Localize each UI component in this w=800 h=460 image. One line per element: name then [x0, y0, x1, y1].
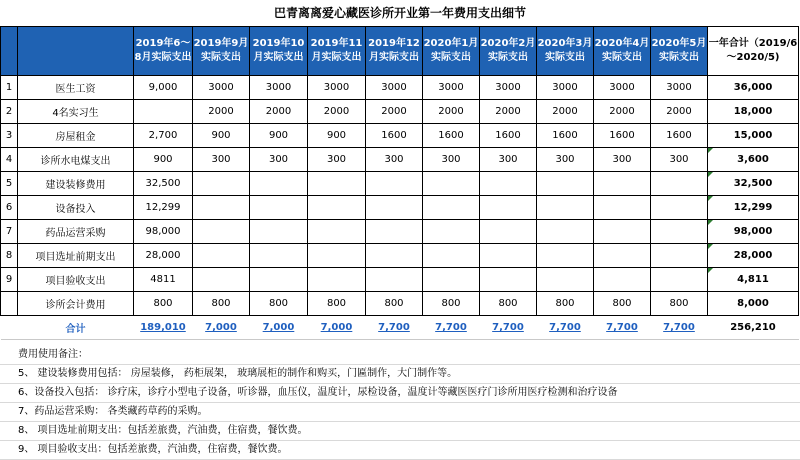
- sum-cell[interactable]: [308, 316, 366, 340]
- row-label[interactable]: 诊所会计费用: [18, 292, 134, 316]
- header-cell-total: 一年合计（2019/6～2020/5): [708, 27, 799, 76]
- header-cell: [18, 27, 134, 76]
- row-index[interactable]: [1, 292, 18, 316]
- cell[interactable]: [537, 244, 594, 268]
- cell[interactable]: [193, 172, 250, 196]
- row-label[interactable]: 房屋租金: [18, 124, 134, 148]
- cell[interactable]: 900: [134, 148, 193, 172]
- row-total[interactable]: 32,500: [708, 172, 799, 196]
- cell[interactable]: 800: [480, 292, 537, 316]
- cell[interactable]: 2000: [308, 100, 366, 124]
- cell[interactable]: [651, 172, 708, 196]
- header-cell: 2019年10月实际支出: [250, 27, 308, 76]
- cell[interactable]: 1600: [594, 124, 651, 148]
- sum-cell[interactable]: [594, 316, 651, 340]
- cell[interactable]: 2000: [423, 100, 480, 124]
- cell[interactable]: [366, 172, 423, 196]
- header-cell: 2020年1月实际支出: [423, 27, 480, 76]
- cell[interactable]: 28,000: [134, 244, 193, 268]
- cell[interactable]: 1600: [366, 124, 423, 148]
- row-total[interactable]: 15,000: [708, 124, 799, 148]
- cell[interactable]: [651, 244, 708, 268]
- header-cell: 2019年12月实际支出: [366, 27, 423, 76]
- cell[interactable]: [594, 268, 651, 292]
- cell[interactable]: 2000: [250, 100, 308, 124]
- sum-cell[interactable]: [134, 316, 193, 340]
- row-index[interactable]: 9: [1, 268, 18, 292]
- cell[interactable]: 2000: [651, 100, 708, 124]
- sum-value: 7,000: [262, 322, 295, 333]
- cell[interactable]: [651, 268, 708, 292]
- sum-total[interactable]: 256,210: [708, 316, 799, 340]
- row-label[interactable]: 医生工资: [18, 76, 134, 100]
- cell[interactable]: 2000: [193, 100, 250, 124]
- cell[interactable]: [537, 220, 594, 244]
- cell[interactable]: [193, 196, 250, 220]
- notes-section: [0, 346, 800, 460]
- cell[interactable]: 3000: [594, 76, 651, 100]
- cell[interactable]: [651, 196, 708, 220]
- table-row: [1, 172, 799, 196]
- sum-value: 189,010: [140, 322, 186, 333]
- cell[interactable]: 3000: [250, 76, 308, 100]
- row-index[interactable]: 2: [1, 100, 18, 124]
- cell[interactable]: 300: [651, 148, 708, 172]
- cell[interactable]: [250, 244, 308, 268]
- row-total[interactable]: 98,000: [708, 220, 799, 244]
- header-cell: 2019年6～8月实际支出: [134, 27, 193, 76]
- sum-value: 7,700: [435, 322, 467, 333]
- cell[interactable]: 2000: [594, 100, 651, 124]
- cell[interactable]: [651, 220, 708, 244]
- table-row: [1, 268, 799, 292]
- cell[interactable]: 800: [423, 292, 480, 316]
- note-line: 费用使用备注：: [0, 346, 800, 365]
- note-line: 9、 项目验收支出：包括差旅费，汽油费，住宿费，餐饮费。: [0, 441, 800, 460]
- table-row: [1, 76, 799, 100]
- sum-cell[interactable]: [423, 316, 480, 340]
- sum-value: 7,700: [549, 322, 581, 333]
- cell[interactable]: 2,700: [134, 124, 193, 148]
- cell[interactable]: 3000: [423, 76, 480, 100]
- cell[interactable]: 2000: [537, 100, 594, 124]
- row-label[interactable]: 项目选址前期支出: [18, 244, 134, 268]
- cell[interactable]: 300: [423, 148, 480, 172]
- table-row: [1, 148, 799, 172]
- sum-label[interactable]: 合计: [18, 316, 134, 340]
- row-total[interactable]: 12,299: [708, 196, 799, 220]
- cell[interactable]: 300: [537, 148, 594, 172]
- cell[interactable]: 300: [480, 148, 537, 172]
- note-line: 6、设备投入包括： 诊疗床，诊疗小型电子设备，听诊器，血压仪，温度计，尿检设备，温度计等藏医医疗门诊所用医疗检测和治疗设备: [0, 384, 800, 403]
- sum-value: 7,000: [320, 322, 353, 333]
- cell[interactable]: 3000: [308, 76, 366, 100]
- sum-value: 7,700: [663, 322, 695, 333]
- row-label[interactable]: 建设装修费用: [18, 172, 134, 196]
- sum-cell[interactable]: [250, 316, 308, 340]
- row-index[interactable]: 3: [1, 124, 18, 148]
- row-index[interactable]: 6: [1, 196, 18, 220]
- header-cell: 2020年2月实际支出: [480, 27, 537, 76]
- cell[interactable]: 3000: [193, 76, 250, 100]
- note-line: 7、药品运营采购： 各类藏药草药的采购。: [0, 403, 800, 422]
- row-total[interactable]: 28,000: [708, 244, 799, 268]
- cell[interactable]: 300: [193, 148, 250, 172]
- cell[interactable]: 300: [366, 148, 423, 172]
- cell[interactable]: 4811: [134, 268, 193, 292]
- cell[interactable]: [193, 220, 250, 244]
- cell[interactable]: [480, 268, 537, 292]
- sum-cell[interactable]: [480, 316, 537, 340]
- cell[interactable]: [366, 220, 423, 244]
- cell[interactable]: [366, 244, 423, 268]
- cell[interactable]: 800: [134, 292, 193, 316]
- cell[interactable]: 1600: [423, 124, 480, 148]
- row-index[interactable]: 5: [1, 172, 18, 196]
- cell[interactable]: [537, 268, 594, 292]
- sum-cell[interactable]: [366, 316, 423, 340]
- cell[interactable]: [423, 172, 480, 196]
- cell[interactable]: 300: [250, 148, 308, 172]
- cell[interactable]: [423, 196, 480, 220]
- cell[interactable]: 3000: [480, 76, 537, 100]
- cell[interactable]: [480, 220, 537, 244]
- cell[interactable]: 3000: [651, 76, 708, 100]
- cell[interactable]: [193, 268, 250, 292]
- cell[interactable]: [366, 268, 423, 292]
- cell[interactable]: [308, 172, 366, 196]
- cell[interactable]: 32,500: [134, 172, 193, 196]
- row-label[interactable]: 诊所水电煤支出: [18, 148, 134, 172]
- cell[interactable]: [423, 268, 480, 292]
- cell[interactable]: 800: [193, 292, 250, 316]
- cell[interactable]: 2000: [480, 100, 537, 124]
- cell[interactable]: [250, 172, 308, 196]
- cell[interactable]: [594, 220, 651, 244]
- cell[interactable]: [308, 244, 366, 268]
- cell[interactable]: 800: [308, 292, 366, 316]
- table-row: [1, 244, 799, 268]
- row-index[interactable]: 1: [1, 76, 18, 100]
- cell[interactable]: [134, 100, 193, 124]
- cell[interactable]: [480, 196, 537, 220]
- header-cell: [1, 27, 18, 76]
- header-cell: 2020年3月实际支出: [537, 27, 594, 76]
- cell[interactable]: [308, 220, 366, 244]
- row-label[interactable]: 药品运营采购: [18, 220, 134, 244]
- cell[interactable]: 1600: [651, 124, 708, 148]
- table-row: [1, 292, 799, 316]
- note-line: 5、 建设装修费用包括： 房屋装修， 药柜展架， 玻璃展柜的制作和购买，门匾制作，大门制作等。: [0, 365, 800, 384]
- row-label[interactable]: 设备投入: [18, 196, 134, 220]
- sum-cell[interactable]: [537, 316, 594, 340]
- cell[interactable]: [193, 244, 250, 268]
- sum-value: 7,000: [205, 322, 237, 333]
- cell[interactable]: 900: [193, 124, 250, 148]
- sum-value: 7,700: [606, 322, 638, 333]
- row-index[interactable]: 4: [1, 148, 18, 172]
- header-cell: 2019年11月实际支出: [308, 27, 366, 76]
- cell[interactable]: [594, 196, 651, 220]
- cell[interactable]: 900: [250, 124, 308, 148]
- cell[interactable]: [308, 268, 366, 292]
- header-cell: 2020年5月实际支出: [651, 27, 708, 76]
- table-row: [1, 196, 799, 220]
- cell[interactable]: 12,299: [134, 196, 193, 220]
- cell[interactable]: [250, 220, 308, 244]
- row-label[interactable]: 项目验收支出: [18, 268, 134, 292]
- cell[interactable]: 2000: [366, 100, 423, 124]
- row-total[interactable]: 18,000: [708, 100, 799, 124]
- cell[interactable]: 800: [250, 292, 308, 316]
- cell[interactable]: [1, 316, 18, 340]
- row-index[interactable]: 7: [1, 220, 18, 244]
- row-total[interactable]: 36,000: [708, 76, 799, 100]
- cell[interactable]: 800: [366, 292, 423, 316]
- cell[interactable]: 300: [308, 148, 366, 172]
- table-row: [1, 220, 799, 244]
- cell[interactable]: [250, 196, 308, 220]
- cell[interactable]: [480, 172, 537, 196]
- cell[interactable]: 9,000: [134, 76, 193, 100]
- header-cell: 2019年9月实际支出: [193, 27, 250, 76]
- table-row: [1, 100, 799, 124]
- expense-table: [0, 26, 799, 340]
- cell[interactable]: [537, 196, 594, 220]
- cell[interactable]: 900: [308, 124, 366, 148]
- row-index[interactable]: 8: [1, 244, 18, 268]
- sum-cell[interactable]: [193, 316, 250, 340]
- sheet-title: 巴青离离爱心藏医诊所开业第一年费用支出细节: [273, 6, 526, 20]
- cell[interactable]: 800: [537, 292, 594, 316]
- cell[interactable]: [594, 244, 651, 268]
- row-total[interactable]: 4,811: [708, 268, 799, 292]
- cell[interactable]: [423, 244, 480, 268]
- cell[interactable]: 1600: [480, 124, 537, 148]
- cell[interactable]: 3000: [537, 76, 594, 100]
- cell[interactable]: [480, 244, 537, 268]
- cell[interactable]: [423, 220, 480, 244]
- sum-value: 7,700: [492, 322, 524, 333]
- cell[interactable]: 800: [651, 292, 708, 316]
- row-label[interactable]: 4名实习生: [18, 100, 134, 124]
- cell[interactable]: 1600: [537, 124, 594, 148]
- cell[interactable]: [366, 196, 423, 220]
- row-total[interactable]: 8,000: [708, 292, 799, 316]
- cell[interactable]: [250, 268, 308, 292]
- cell[interactable]: 800: [594, 292, 651, 316]
- row-total[interactable]: 3,600: [708, 148, 799, 172]
- header-row: [1, 27, 799, 76]
- cell[interactable]: 98,000: [134, 220, 193, 244]
- header-cell: 2020年4月实际支出: [594, 27, 651, 76]
- cell[interactable]: [308, 196, 366, 220]
- cell[interactable]: [594, 172, 651, 196]
- note-line: 8、 项目选址前期支出：包括差旅费，汽油费，住宿费，餐饮费。: [0, 422, 800, 441]
- sum-cell[interactable]: [651, 316, 708, 340]
- sum-value: 7,700: [378, 322, 410, 333]
- table-row: [1, 124, 799, 148]
- sum-row: [1, 316, 799, 340]
- cell[interactable]: 300: [594, 148, 651, 172]
- cell[interactable]: [537, 172, 594, 196]
- cell[interactable]: 3000: [366, 76, 423, 100]
